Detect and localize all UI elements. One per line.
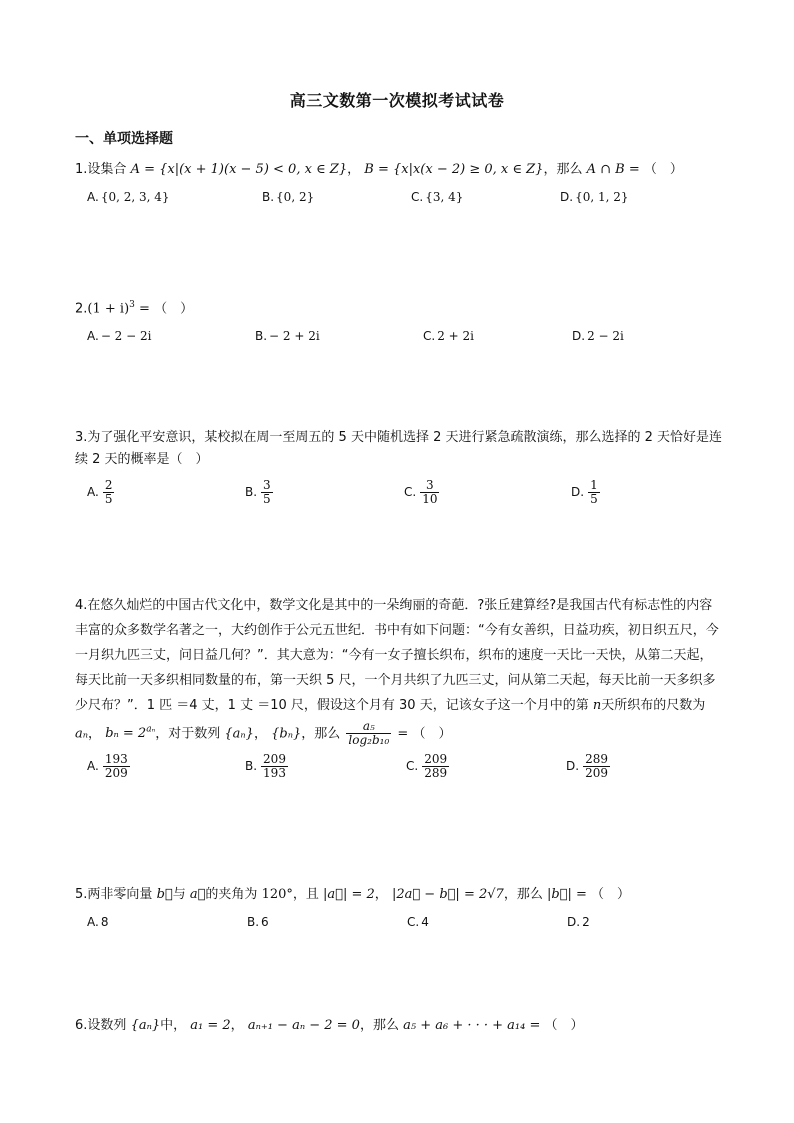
option-value: {3, 4} (425, 190, 464, 204)
option-label: C. (411, 190, 424, 204)
question-1-stem (75, 159, 725, 181)
option-d[interactable] (560, 185, 629, 209)
ratio-fraction (346, 720, 391, 747)
question-number: 6. (75, 1018, 88, 1033)
question-number: 3. (75, 430, 88, 445)
question-1 (75, 159, 725, 215)
question-3-stem (75, 427, 725, 471)
option-b[interactable] (247, 910, 269, 934)
option-a[interactable] (87, 479, 116, 506)
question-3 (75, 427, 725, 515)
question-5-stem (75, 884, 725, 906)
separator: ， (88, 726, 102, 742)
power-exponent: 3 (129, 300, 135, 310)
option-label: D. (571, 485, 585, 499)
numerator: 3 (263, 478, 271, 492)
question-number: 5. (75, 887, 88, 902)
numerator: 3 (420, 479, 439, 493)
option-value: − 2 + 2i (269, 329, 320, 344)
question-2-stem (75, 294, 725, 320)
option-label: B. (245, 485, 258, 499)
vector-b: b⃗ (156, 887, 173, 902)
separator: ， (230, 1018, 244, 1033)
option-label: C. (407, 915, 420, 929)
numerator: 289 (585, 752, 608, 767)
denominator: 289 (424, 766, 448, 781)
stem-text: ，对于数列 (155, 726, 221, 742)
option-a[interactable] (87, 910, 108, 934)
sequence-a: {aₙ} (224, 726, 254, 742)
question-6-stem (75, 1015, 725, 1037)
option-label: D. (572, 329, 586, 344)
denominator: 193 (263, 766, 286, 781)
stem-text: 中， (160, 1018, 187, 1033)
power-base: (1 + i) (87, 301, 130, 317)
option-label: B. (247, 915, 260, 929)
option-value: 2 (582, 915, 590, 929)
options-row (75, 751, 725, 791)
numerator: 193 (104, 752, 128, 767)
option-d[interactable] (566, 753, 612, 780)
option-label: C. (406, 759, 419, 774)
denominator: 209 (585, 766, 608, 781)
option-label: B. (245, 759, 258, 774)
condition-2: |2a⃗ − b⃗| = 2√7 (391, 887, 504, 902)
fraction (261, 753, 288, 780)
numerator: 1 (590, 478, 598, 492)
question-6 (75, 1015, 725, 1037)
stem-text: 天所织布的尺数为 (601, 698, 706, 713)
option-label: B. (262, 190, 275, 204)
option-label: D. (560, 190, 574, 204)
denominator: 10 (422, 492, 438, 506)
options-row (75, 910, 725, 940)
section-heading: 一、单项选择题 (75, 131, 173, 147)
sum-expression: a₅ + a₆ + · · · + a₁₄ = (403, 1018, 541, 1033)
option-value: {0, 1, 2} (575, 190, 629, 204)
separator: ， (347, 162, 361, 177)
asked-quantity: |b⃗| = (546, 887, 587, 902)
option-label: D. (567, 915, 581, 929)
question-4-stem (75, 593, 725, 747)
option-b[interactable] (262, 185, 314, 209)
option-value: 2 − 2i (587, 329, 624, 344)
option-label: A. (87, 485, 99, 499)
stem-text: 的夹角为 (205, 887, 258, 902)
numerator: 209 (424, 752, 448, 767)
option-b[interactable] (255, 324, 320, 348)
fraction (422, 753, 449, 780)
option-b[interactable] (245, 753, 290, 780)
denominator: log₂b₁₀ (348, 733, 390, 748)
denominator: 5 (263, 492, 271, 506)
question-number: 1. (75, 162, 88, 177)
stem-text: 为了强化平安意识，某校拟在周一至周五的 5 天中随机选择 2 天进行紧急疏散演练，那么选择的 2 天恰好是连续 2 天的概率是（ ） (75, 430, 723, 467)
variable-n: n (592, 698, 602, 713)
option-c[interactable] (404, 479, 441, 506)
sequence-a: {aₙ} (130, 1018, 161, 1033)
option-d[interactable] (572, 324, 624, 348)
set-a-expression: A = {x|(x + 1)(x − 5) < 0, x ∈ Z} (130, 162, 348, 177)
fraction (261, 479, 273, 506)
fraction (583, 753, 610, 780)
question-number: 2. (75, 301, 88, 317)
angle-value: 120° (261, 887, 293, 902)
option-c[interactable] (423, 324, 474, 348)
option-label: A. (87, 915, 99, 929)
question-2 (75, 294, 725, 354)
answer-blank: （ ） (154, 301, 194, 317)
option-value: 4 (421, 915, 429, 929)
numerator: a₅ (346, 720, 391, 734)
vector-a: a⃗ (189, 887, 206, 902)
option-a[interactable] (87, 324, 151, 348)
separator: ， (253, 726, 267, 742)
answer-blank: （ ） (591, 887, 631, 902)
option-d[interactable] (571, 479, 602, 506)
set-b-expression: B = {x|x(x − 2) ≥ 0, x ∈ Z} (364, 162, 544, 177)
fraction (103, 479, 115, 506)
option-d[interactable] (567, 910, 590, 934)
option-b[interactable] (245, 479, 275, 506)
answer-blank: （ ） (544, 1018, 584, 1033)
numerator: 2 (104, 478, 113, 492)
separator: ， (374, 887, 388, 902)
stem-text: ，那么 (301, 726, 341, 742)
page-title: 高三文数第一次模拟考试试卷 (289, 91, 505, 110)
question-number: 4. (75, 598, 88, 613)
stem-text: 在悠久灿烂的中国古代文化中，数学文化是其中的一朵绚丽的奇葩．?张丘建算经?是我国古代有标志性的内容丰富的众多数学名著之一，大约创作于公元五世纪．书中有如下问题：“今有女善织，日益功疾，初日织五尺，今一月织九匹三丈，问日益几何？”．其大意为：“今有一女子擅长织布，织布的速度一天比一天快，从第二天起，每天比前一天多织相同数量的布，第一天织 5 尺，一个月共织了九匹三丈，问从第二天起，每天比前一天多织多少尺布？”．1 匹 ＝4 丈，1 丈 ＝10 尺，假设这个月有 30 天，记该女子这一个月中的第 (75, 598, 719, 713)
fraction (103, 753, 130, 780)
option-value: 6 (261, 915, 269, 929)
option-c[interactable] (411, 185, 463, 209)
stem-text: ，且 (292, 887, 319, 902)
option-c[interactable] (407, 910, 429, 934)
answer-blank: （ ） (412, 726, 452, 742)
option-value: 2 + 2i (437, 329, 474, 344)
stem-text: ，那么 (503, 887, 543, 902)
answer-blank: （ ） (643, 162, 683, 177)
option-label: A. (87, 329, 99, 344)
stem-text: ，那么 (543, 162, 583, 177)
option-label: C. (404, 485, 417, 499)
sequence-b: {bₙ} (271, 726, 302, 742)
expression-exponent: aₙ (146, 725, 156, 735)
denominator: 5 (590, 492, 598, 506)
option-label: A. (87, 759, 99, 774)
fraction (420, 479, 439, 506)
sequence-term-a: aₙ (75, 726, 89, 742)
options-row (75, 185, 725, 215)
intersection-expression: A ∩ B = (586, 162, 640, 177)
condition-1: a₁ = 2 (190, 1018, 231, 1033)
option-value: {0, 2} (276, 190, 315, 204)
option-value: 8 (100, 915, 109, 929)
option-label: A. (87, 190, 99, 204)
denominator: 5 (104, 492, 113, 506)
option-a[interactable] (87, 185, 170, 209)
condition-1: |a⃗| = 2 (323, 887, 375, 902)
option-label: D. (566, 759, 580, 774)
option-value: − 2 − 2i (100, 329, 152, 344)
expression-base: bₙ = 2 (105, 726, 147, 742)
option-label: B. (255, 329, 268, 344)
question-5 (75, 884, 725, 940)
recurrence-relation: aₙ₊₁ − aₙ − 2 = 0 (247, 1018, 360, 1033)
equals-sign: = (139, 301, 150, 317)
question-4 (75, 593, 725, 791)
stem-text: 与 (172, 887, 186, 902)
stem-text: 两非零向量 (87, 887, 153, 902)
option-value: {0, 2, 3, 4} (100, 190, 170, 204)
equals-sign: = (397, 726, 409, 742)
option-label: C. (423, 329, 436, 344)
options-row (75, 475, 725, 515)
options-row (75, 324, 725, 354)
numerator: 209 (263, 752, 286, 767)
denominator: 209 (104, 766, 128, 781)
option-c[interactable] (406, 753, 451, 780)
sequence-b-definition (105, 726, 155, 741)
stem-text: ，那么 (359, 1018, 399, 1033)
stem-text: 设集合 (87, 162, 127, 177)
fraction (588, 479, 600, 506)
option-a[interactable] (87, 753, 132, 780)
stem-text: 设数列 (87, 1018, 127, 1033)
